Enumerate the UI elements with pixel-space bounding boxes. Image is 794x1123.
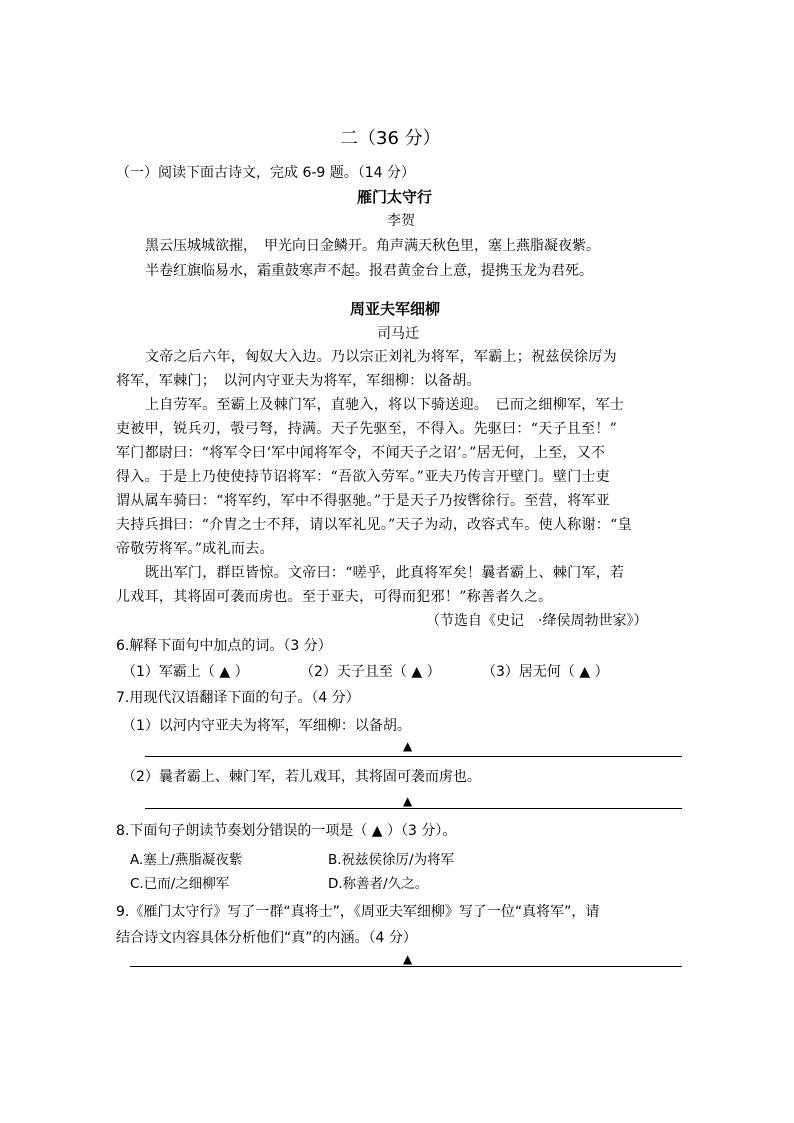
q7-item-2: （2）曩者霸上、棘门军，若儿戏耳，其将固可袭而虏也。 — [122, 769, 481, 785]
prose-line: 上自劳军。至霸上及棘门军，直驰入，将以下骑送迎。 已而之细柳军，军士 — [145, 397, 625, 413]
prose-source: （节选自《史记 ·绛侯周勃世家》） — [426, 613, 648, 629]
prose-line: 文帝之后六年，匈奴大入边。乃以宗正刘礼为将军，军霸上；祝兹侯徐厉为 — [145, 349, 617, 365]
question-6: 6.解释下面句中加点的词。（3 分） — [116, 638, 332, 654]
prose-title: 周亚夫军细柳 — [350, 300, 441, 318]
question-8: 8.下面句子朗读节奏划分错误的一项是（ ▲ ）（3 分）。 — [116, 823, 457, 839]
reading-instructions: （一）阅读下面古诗文，完成 6-9 题。（14 分） — [116, 165, 416, 181]
poem-line-2: 半卷红旗临易水，霜重鼓寒声不起。报君黄金台上意，提携玉龙为君死。 — [145, 263, 593, 279]
q8-option-d: D.称善者/久之。 — [328, 876, 429, 892]
question-9: 9.《雁门太守行》写了一群“真将士”，《周亚夫军细柳》写了一位“真将军”，请 — [116, 904, 600, 920]
prose-line: 儿戏耳，其将固可袭而虏也。至于亚夫，可得而犯邪！”称善者久之。 — [116, 589, 553, 605]
prose-line: 谓从属车骑曰：“将军约，军中不得驱驰。”于是天子乃按辔徐行。至营，将军亚 — [116, 493, 611, 509]
prose-line: 既出军门，群臣皆惊。文帝曰：“嗟乎，此真将军矣！曩者霸上、棘门军，若 — [145, 565, 625, 581]
prose-author: 司马迁 — [377, 326, 419, 342]
answer-marker: ▲ — [403, 794, 413, 808]
section-title: 二（36 分） — [340, 128, 441, 149]
q7-item-1: （1）以河内守亚夫为将军，军细柳：以备胡。 — [122, 718, 411, 734]
prose-line: 夫持兵揖曰：“介胄之士不拜，请以军礼见。”天子为动，改容式车。使人称谢：“皇 — [116, 517, 632, 533]
q8-option-b: B.祝兹侯徐厉/为将军 — [328, 852, 455, 868]
q8-option-c: C.已而/之细柳军 — [130, 876, 230, 892]
q6-item-1: （1）军霸上（ ▲ ） — [122, 664, 249, 680]
question-9-cont: 结合诗文内容具体分析他们“真”的内涵。（4 分） — [116, 930, 417, 946]
q8-option-a: A.塞上/燕脂凝夜紫 — [130, 852, 243, 868]
prose-line: 吏被甲，锐兵刃，彀弓弩，持满。天子先驱至，不得入。先驱曰：“天子且至！” — [116, 421, 618, 437]
prose-line: 帝敬劳将军。”成礼而去。 — [116, 541, 274, 557]
question-7: 7.用现代汉语翻译下面的句子。（4 分） — [116, 690, 360, 706]
q6-item-3: （3）居无何（ ▲ ） — [482, 664, 609, 680]
q7-answer-line-1 — [145, 756, 682, 757]
answer-marker: ▲ — [403, 952, 413, 966]
prose-line: 得入。于是上乃使使持节诏将军：“吾欲入劳军。”亚夫乃传言开壁门。壁门士吏 — [116, 469, 611, 485]
q6-item-2: （2）天子且至（ ▲ ） — [300, 664, 441, 680]
q9-answer-line — [130, 966, 682, 967]
answer-marker: ▲ — [403, 739, 413, 753]
poem-title: 雁门太守行 — [357, 188, 433, 206]
poem-line-1: 黑云压城城欲摧， 甲光向日金鳞开。角声满天秋色里，塞上燕脂凝夜紫。 — [145, 238, 600, 254]
q7-answer-line-2 — [145, 808, 682, 809]
prose-line: 军门都尉曰：“将军令曰‘军中闻将军令，不闻天子之诏’。”居无何，上至，又不 — [116, 445, 606, 461]
poem-author: 李贺 — [387, 213, 415, 229]
prose-line: 将军，军棘门； 以河内守亚夫为将军，军细柳：以备胡。 — [116, 373, 481, 389]
